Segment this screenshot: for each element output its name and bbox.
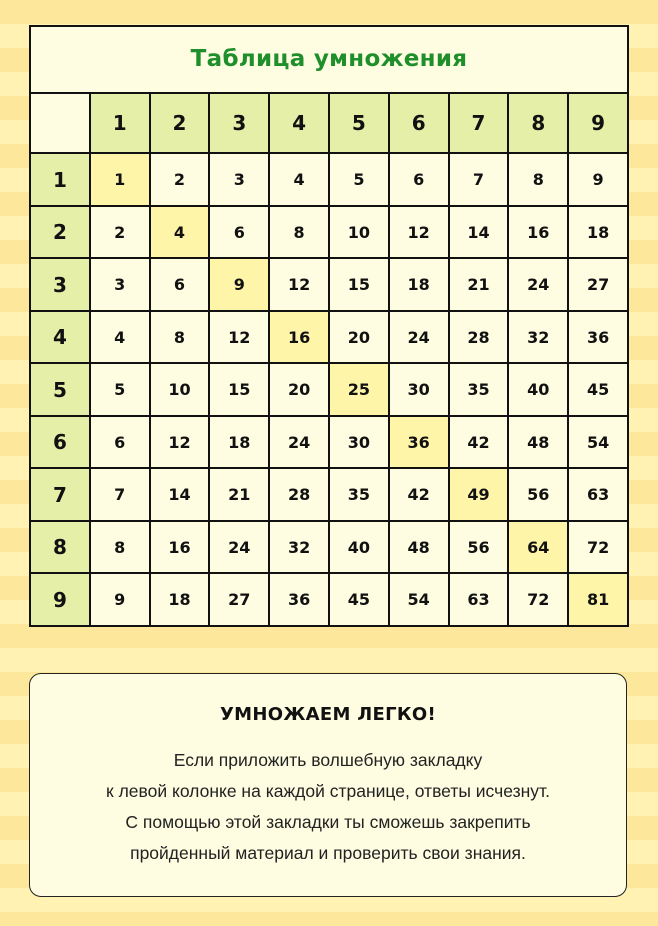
row-header: 6 [30,416,90,469]
table-cell: 24 [269,416,329,469]
table-cell: 21 [209,468,269,521]
table-cell: 15 [329,258,389,311]
table-cell: 42 [449,416,509,469]
table-cell: 18 [568,206,628,259]
info-box [29,673,627,897]
table-cell: 42 [389,468,449,521]
column-header: 4 [269,93,329,154]
column-header: 1 [90,93,150,154]
table-cell: 35 [449,363,509,416]
table-row [30,258,628,311]
table-cell: 36 [269,573,329,626]
table-cell: 28 [449,311,509,364]
table-cell-square: 1 [90,153,150,206]
column-header: 3 [209,93,269,154]
info-line: к левой колонке на каждой странице, ответы исчезнут. [106,781,550,801]
info-heading: УМНОЖАЕМ ЛЕГКО! [219,704,437,725]
table-cell-square: 9 [209,258,269,311]
row-header: 4 [30,311,90,364]
table-cell: 45 [568,363,628,416]
table-cell-square: 16 [269,311,329,364]
table-row [30,311,628,364]
page-title: Таблица умножения [190,46,468,73]
column-header: 8 [508,93,568,154]
table-cell: 4 [90,311,150,364]
row-header: 9 [30,573,90,626]
title-row [30,26,628,93]
table-cell: 8 [150,311,210,364]
table-cell: 32 [269,521,329,574]
table-cell: 40 [508,363,568,416]
table-cell: 16 [508,206,568,259]
table-cell: 35 [329,468,389,521]
row-header: 3 [30,258,90,311]
table-cell: 8 [269,206,329,259]
column-header-row [30,93,628,154]
table-row [30,468,628,521]
table-cell: 4 [269,153,329,206]
info-line: С помощью этой закладки ты сможешь закрепить [125,812,531,832]
table-cell: 15 [209,363,269,416]
table-row [30,416,628,469]
column-header: 6 [389,93,449,154]
table-cell: 12 [209,311,269,364]
table-row [30,521,628,574]
table-cell: 24 [508,258,568,311]
table-cell: 40 [329,521,389,574]
table-cell: 5 [90,363,150,416]
corner-cell [30,93,90,154]
table-cell: 63 [449,573,509,626]
table-row [30,363,628,416]
table-cell: 2 [90,206,150,259]
row-header: 5 [30,363,90,416]
table-cell: 10 [150,363,210,416]
table-row [30,206,628,259]
table-cell: 18 [389,258,449,311]
table-cell: 27 [209,573,269,626]
table-cell: 2 [150,153,210,206]
column-header: 2 [150,93,210,154]
table-cell: 8 [508,153,568,206]
table-cell: 20 [269,363,329,416]
table-cell: 10 [329,206,389,259]
table-cell: 72 [568,521,628,574]
table-cell: 6 [90,416,150,469]
table-cell: 48 [389,521,449,574]
info-line: Если приложить волшебную закладку [173,750,483,770]
table-cell: 6 [150,258,210,311]
table-cell: 20 [329,311,389,364]
table-cell: 24 [209,521,269,574]
table-cell: 8 [90,521,150,574]
multiplication-table [29,25,629,627]
table-cell-square: 4 [150,206,210,259]
table-cell: 5 [329,153,389,206]
table-cell: 7 [90,468,150,521]
table-cell: 6 [209,206,269,259]
table-cell: 24 [389,311,449,364]
table-cell: 56 [449,521,509,574]
table-cell: 9 [568,153,628,206]
info-line: пройденный материал и проверить свои знания. [130,843,526,863]
row-header: 8 [30,521,90,574]
table-cell: 18 [150,573,210,626]
column-header: 5 [329,93,389,154]
table-cell: 30 [389,363,449,416]
table-row [30,153,628,206]
table-cell: 45 [329,573,389,626]
table-cell: 27 [568,258,628,311]
table-cell: 14 [449,206,509,259]
table-cell: 72 [508,573,568,626]
table-cell: 54 [389,573,449,626]
table-cell: 28 [269,468,329,521]
table-cell: 36 [568,311,628,364]
table-cell: 56 [508,468,568,521]
table-cell: 30 [329,416,389,469]
table-cell: 54 [568,416,628,469]
table-cell-square: 49 [449,468,509,521]
table-cell: 32 [508,311,568,364]
column-header: 7 [449,93,509,154]
row-header: 7 [30,468,90,521]
table-cell: 12 [269,258,329,311]
table-cell: 16 [150,521,210,574]
row-header: 2 [30,206,90,259]
row-header: 1 [30,153,90,206]
info-text [30,745,626,869]
title-cell [30,26,628,93]
table-cell: 12 [389,206,449,259]
table-cell-square: 25 [329,363,389,416]
table-cell: 63 [568,468,628,521]
table-cell-square: 64 [508,521,568,574]
table-cell: 18 [209,416,269,469]
column-header: 9 [568,93,628,154]
table-cell: 9 [90,573,150,626]
table-cell-square: 81 [568,573,628,626]
table-cell: 12 [150,416,210,469]
table-cell: 3 [90,258,150,311]
table-cell: 14 [150,468,210,521]
table-cell-square: 36 [389,416,449,469]
table-cell: 3 [209,153,269,206]
table-cell: 21 [449,258,509,311]
table-cell: 6 [389,153,449,206]
table-cell: 7 [449,153,509,206]
table-row [30,573,628,626]
table-cell: 48 [508,416,568,469]
